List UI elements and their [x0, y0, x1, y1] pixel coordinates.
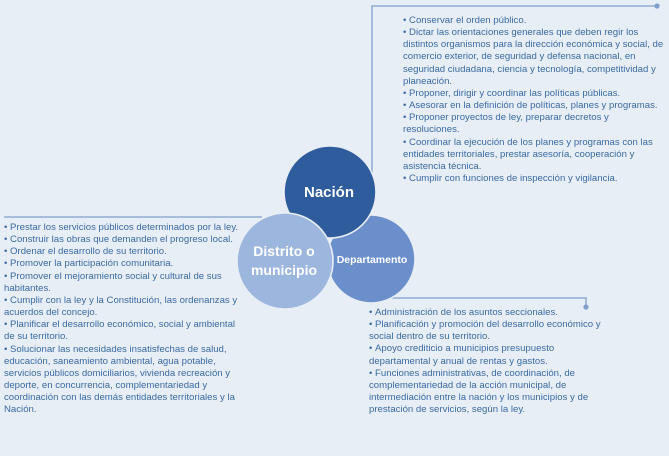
list-item: • Proponer, dirigir y coordinar las políticas públicas.	[403, 88, 665, 100]
list-item: • Conservar el orden público.	[403, 15, 665, 27]
node-label-nacion: Nación	[303, 183, 354, 201]
list-item: • Asesorar en la definición de políticas, planes y programas.	[403, 100, 665, 112]
node-label-distrito: Distrito o municipio	[250, 243, 318, 278]
list-item: • Construir las obras que demanden el progreso local.	[4, 234, 244, 246]
list-item: • Solucionar las necesidades insatisfechas de salud, educación, saneamiento ambiental, agua potable, servicios públicos domiciliarios, vivienda recreación y deporte, en concurrencia, complementariedad y coordinación con las demás entidades territoriales y la Nación.	[4, 344, 244, 417]
list-item: • Cumplir con la ley y la Constitución, las ordenanzas y acuerdos del concejo.	[4, 295, 244, 319]
list-item: • Promover la participación comunitaria.	[4, 258, 244, 270]
list-item: • Prestar los servicios públicos determinados por la ley.	[4, 222, 244, 234]
nacion-functions-list	[403, 15, 665, 185]
departamento-functions-list	[369, 307, 614, 416]
connector-departamento	[374, 298, 586, 307]
list-item: • Planificar el desarrollo económico, social y ambiental de su territorio.	[4, 319, 244, 343]
list-item: • Coordinar la ejecución de los planes y programas con las entidades territoriales, prestar asesoría, cooperación y asistencia técnica.	[403, 137, 665, 173]
connector-nacion-end-dot	[654, 3, 659, 8]
list-item: • Planificación y promoción del desarrollo económico y social dentro de su territorio.	[369, 319, 614, 343]
node-label-departamento: Departamento	[336, 254, 408, 266]
list-item: • Administración de los asuntos seccionales.	[369, 307, 614, 319]
list-item: • Cumplir con funciones de inspección y vigilancia.	[403, 173, 665, 185]
list-item: • Proponer proyectos de ley, preparar decretos y resoluciones.	[403, 112, 665, 136]
list-item: • Promover el mejoramiento social y cultural de sus habitantes.	[4, 271, 244, 295]
list-item: • Dictar las orientaciones generales que deben regir los distintos organismos para la dirección económica y social, de comercio exterior, de seguridad y defensa nacional, en seguridad ciudadana, ciencia y tecnología, competitividad y planeación.	[403, 27, 665, 88]
list-item: • Apoyo crediticio a municipios presupuesto departamental y anual de rentas y gastos.	[369, 343, 614, 367]
distrito-functions-list	[4, 222, 244, 417]
list-item: • Ordenar el desarrollo de su territorio.	[4, 246, 244, 258]
list-item: • Funciones administrativas, de coordinación, de complementariedad de la acción municipal, de intermediación entre la nación y los municipios y de prestación de servicios, según la ley.	[369, 368, 614, 417]
